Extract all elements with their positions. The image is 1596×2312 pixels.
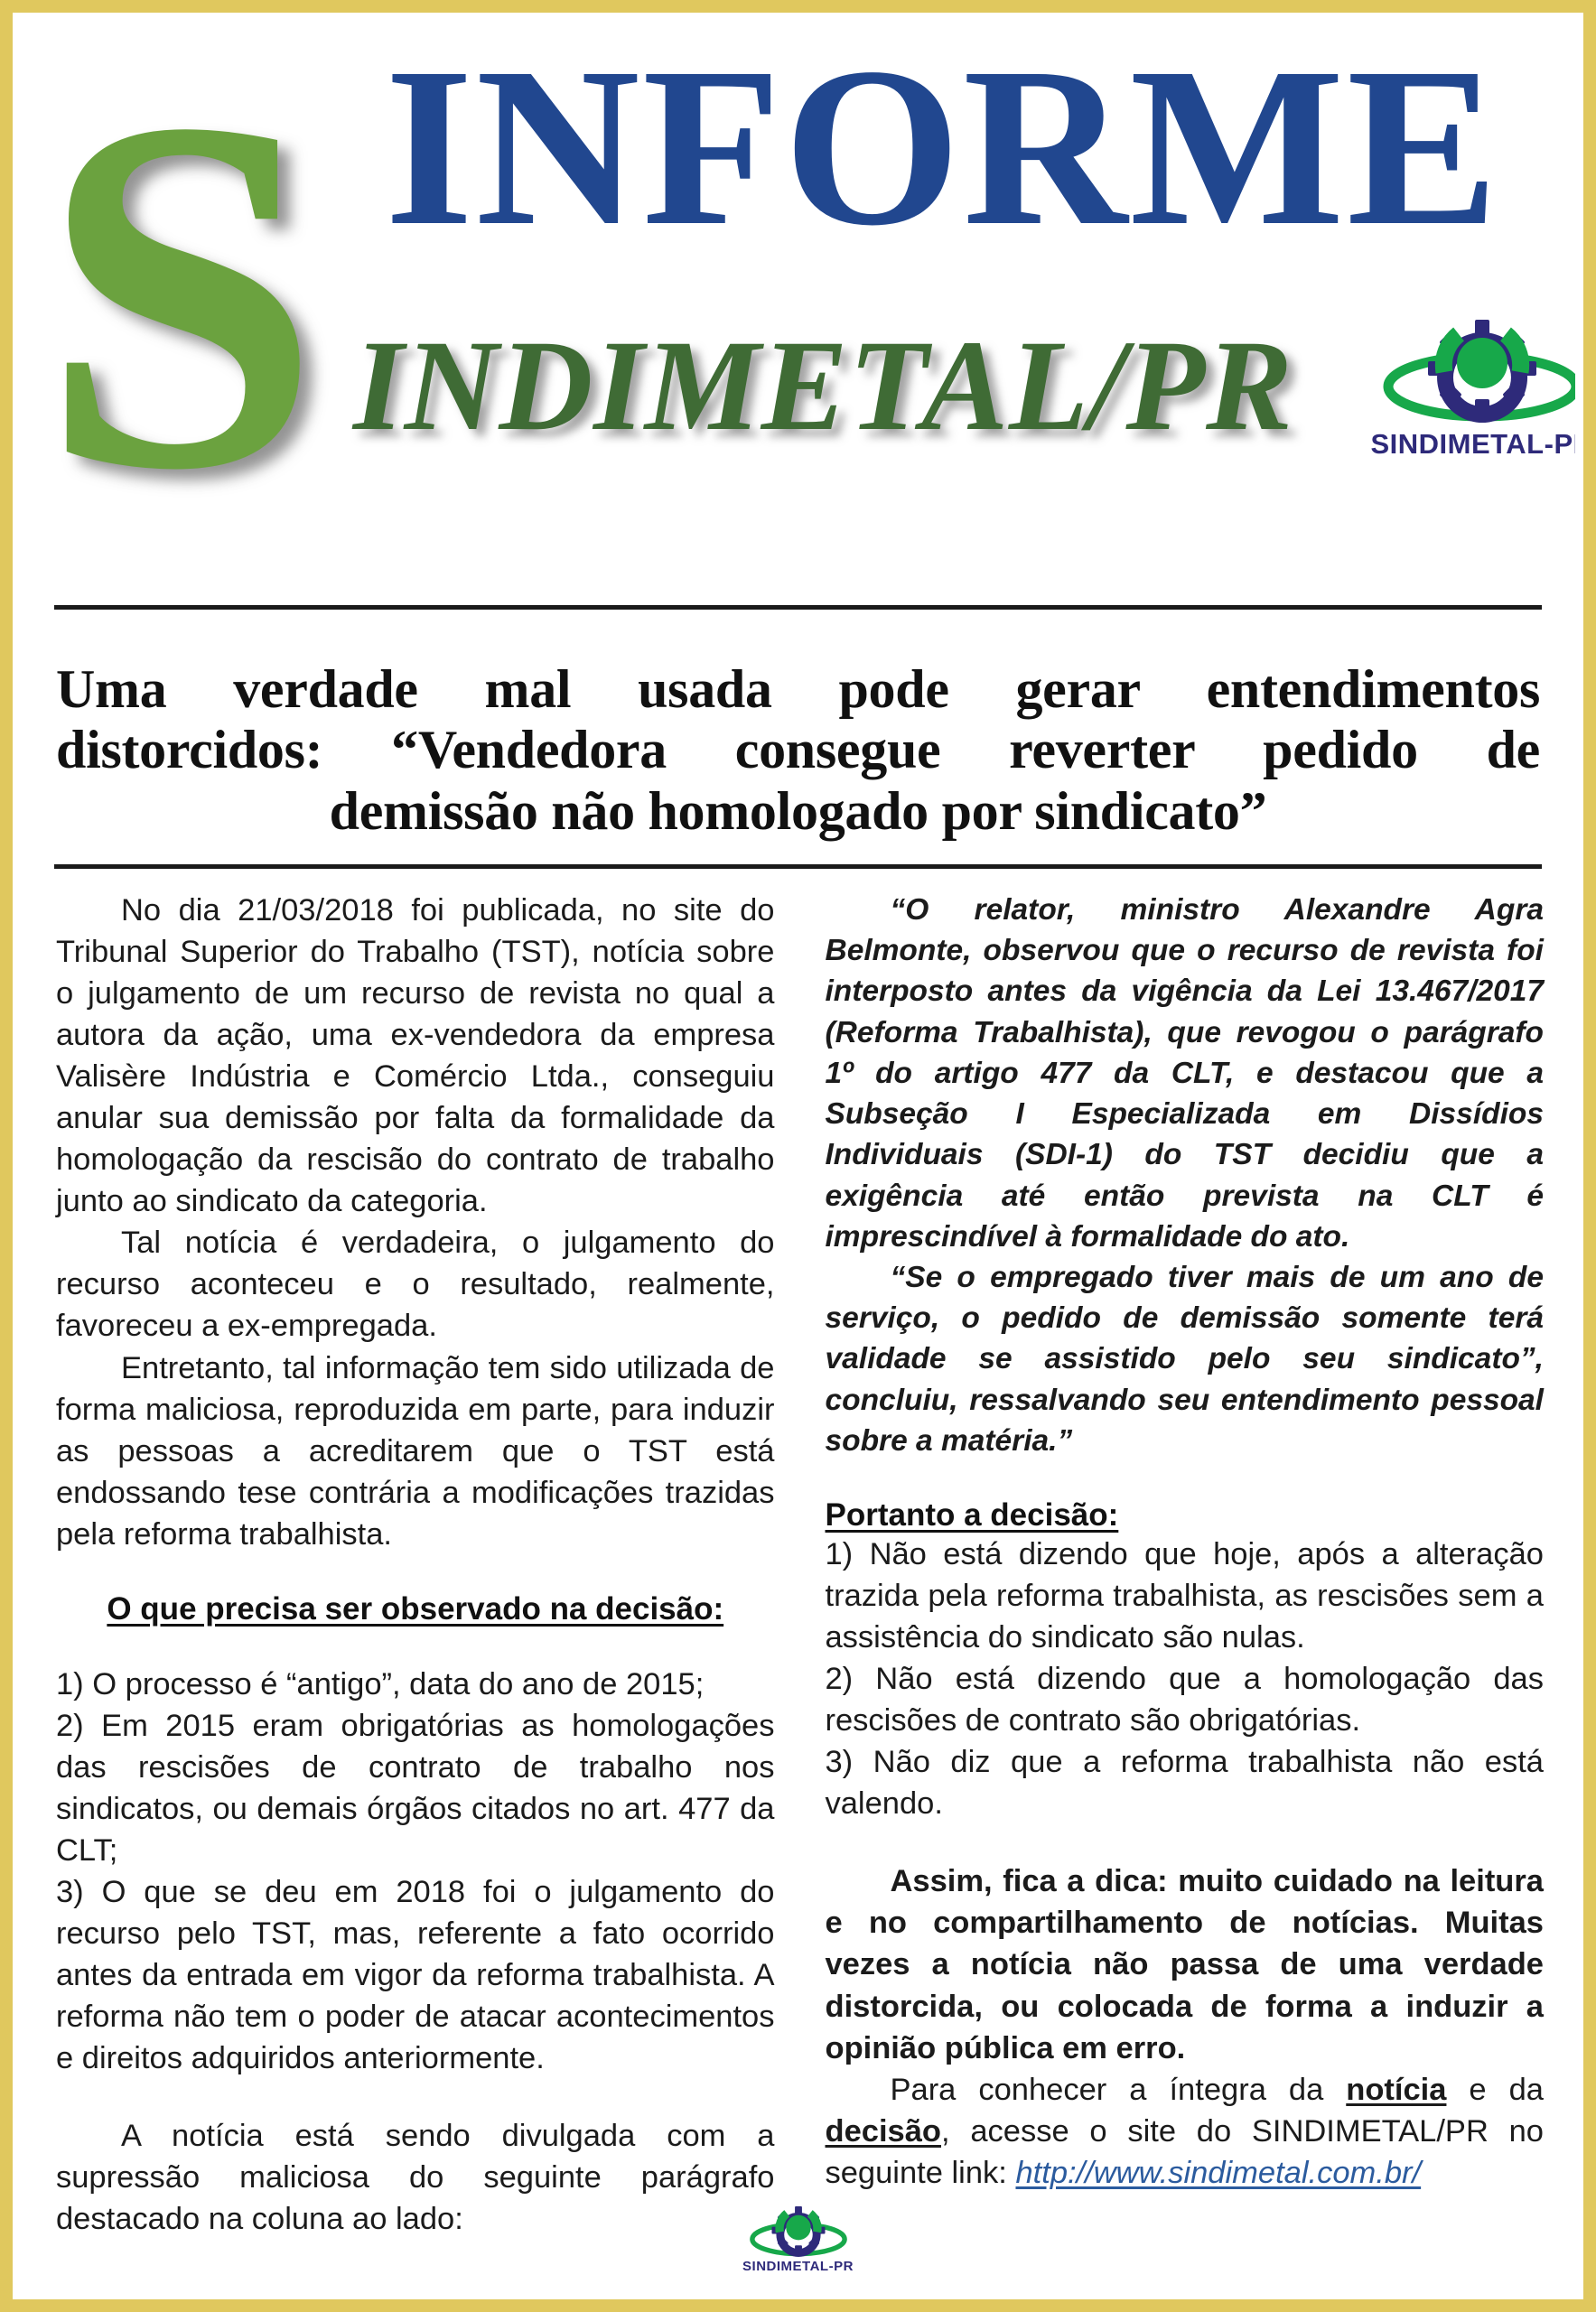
left-paragraph-4: A notícia está sendo divulgada com a supressão maliciosa do seguinte parágrafo destacado na coluna ao lado:: [56, 2119, 775, 2237]
masthead-title-sindimetal: INDIMETAL/PR: [353, 314, 1293, 458]
sindimetal-gear-logo-icon-footer: [745, 2203, 852, 2259]
right-list-item-3: 3) Não diz que a reforma trabalhista não está valendo.: [825, 1745, 1544, 1822]
right-list-item-1: 1) Não está dizendo que hoje, após a alteração trazida pela reforma trabalhista, as rescisões sem a assistência do sindicato são nulas.: [825, 1537, 1544, 1655]
closing-paragraph: Assim, fica a dica: muito cuidado na leitura e no compartilhamento de notícias. Muitas vezes a notícia não passa de uma verdade distorcida, ou colocada de forma a induzir a opinião pública em erro.: [825, 1864, 1544, 2065]
right-subheading: Portanto a decisão:: [825, 1497, 1119, 1534]
final-paragraph: [826, 2069, 1545, 2194]
rule-above-headline: [54, 605, 1542, 610]
right-list-item-2: 2) Não está dizendo que a homologação das rescisões de contrato são obrigatórias.: [825, 1662, 1544, 1739]
left-list-item-3: 3) O que se deu em 2018 foi o julgamento do recurso pelo TST, mas, referente a fato ocorrido antes da entrada em vigor da reforma trabalhista. A reforma não tem o poder de atacar acontecimentos e direitos adquiridos anteriormente.: [56, 1874, 775, 2076]
header-logo: [1360, 312, 1596, 461]
footer-logo-caption: SINDIMETAL-PR: [742, 2259, 854, 2274]
masthead-title-informe: INFORME: [385, 20, 1501, 273]
page-title: [56, 659, 1540, 842]
rule-below-headline: [54, 864, 1542, 869]
header-logo-caption: SINDIMETAL-PR: [1370, 428, 1594, 460]
drop-cap-s: S: [40, 14, 312, 574]
footer-logo: [731, 2203, 866, 2274]
left-paragraph-2: Tal notícia é verdadeira, o julgamento do recurso aconteceu e o resultado, realmente, favoreceu a ex-empregada.: [56, 1226, 775, 1344]
left-subheading: O que precisa ser observado na decisão:: [107, 1590, 724, 1627]
quote-paragraph-2: “Se o empregado tiver mais de um ano de serviço, o pedido de demissão somente terá validade se assistido pelo seu sindicato”, concluiu, ressalvando seu entendimento pessoal sobre a matéria.”: [825, 1260, 1544, 1458]
left-list-item-2: 2) Em 2015 eram obrigatórias as homologações das rescisões de contrato de trabalho nos sindicatos, ou demais órgãos citados no art. 477 da CLT;: [56, 1708, 775, 1868]
headline-line-1: Uma verdade mal usada pode gerar entendimentos: [56, 659, 1540, 720]
spacer: [56, 2079, 775, 2115]
final-text-a: Para conhecer a íntegra da: [890, 2072, 1347, 2107]
spacer: [826, 1824, 1545, 1860]
headline-line-2: distorcidos: “Vendedora consegue reverter pedido de: [56, 720, 1540, 780]
noticia-link-label[interactable]: notícia: [1346, 2072, 1447, 2107]
left-paragraph-1: No dia 21/03/2018 foi publicada, no site do Tribunal Superior do Trabalho (TST), notícia sobre o julgamento de um recurso de revista no qual a autora da ação, uma ex-vendedora da empresa Valisère Indústria e Comércio Ltda., conseguiu anular sua demissão por falta da formalidade da homologação da rescisão do contrato de trabalho junto ao sindicato da categoria.: [56, 893, 775, 1219]
sindimetal-gear-logo-icon: [1374, 312, 1591, 426]
left-column: [56, 890, 775, 2237]
final-text-c: , acesse o site do SINDIMETAL/PR no seguinte link:: [825, 2113, 1544, 2190]
spacer: [56, 1627, 775, 1664]
spacer: [56, 1555, 775, 1591]
sindimetal-website-link[interactable]: http://www.sindimetal.com.br/: [1015, 2155, 1422, 2190]
final-text-b: e da: [1446, 2072, 1544, 2107]
right-column: [825, 890, 1545, 2190]
spacer: [826, 1461, 1545, 1497]
headline-line-3: demissão não homologado por sindicato”: [329, 780, 1267, 841]
article-columns: [56, 890, 1544, 2237]
left-paragraph-3: Entretanto, tal informação tem sido utilizada de forma maliciosa, reproduzida em parte, para induzir as pessoas a acreditarem que o TST está endossando tese contrária a modificações trazidas pela reforma trabalhista.: [56, 1350, 775, 1552]
quote-paragraph-1: “O relator, ministro Alexandre Agra Belmonte, observou que o recurso de revista foi interposto antes da vigência da Lei 13.467/2017 (Reforma Trabalhista), que revogou o parágrafo 1º do artigo 477 da CLT, e destacou que a Subseção I Especializada em Dissídios Individuais (SDI-1) do TST decidiu que a exigência até então prevista na CLT é imprescindível à formalidade do ato.: [825, 893, 1544, 1254]
masthead: [23, 14, 1594, 592]
decisao-link-label[interactable]: decisão: [825, 2113, 941, 2149]
left-list-item-1: 1) O processo é “antigo”, data do ano de 2015;: [56, 1666, 705, 1701]
